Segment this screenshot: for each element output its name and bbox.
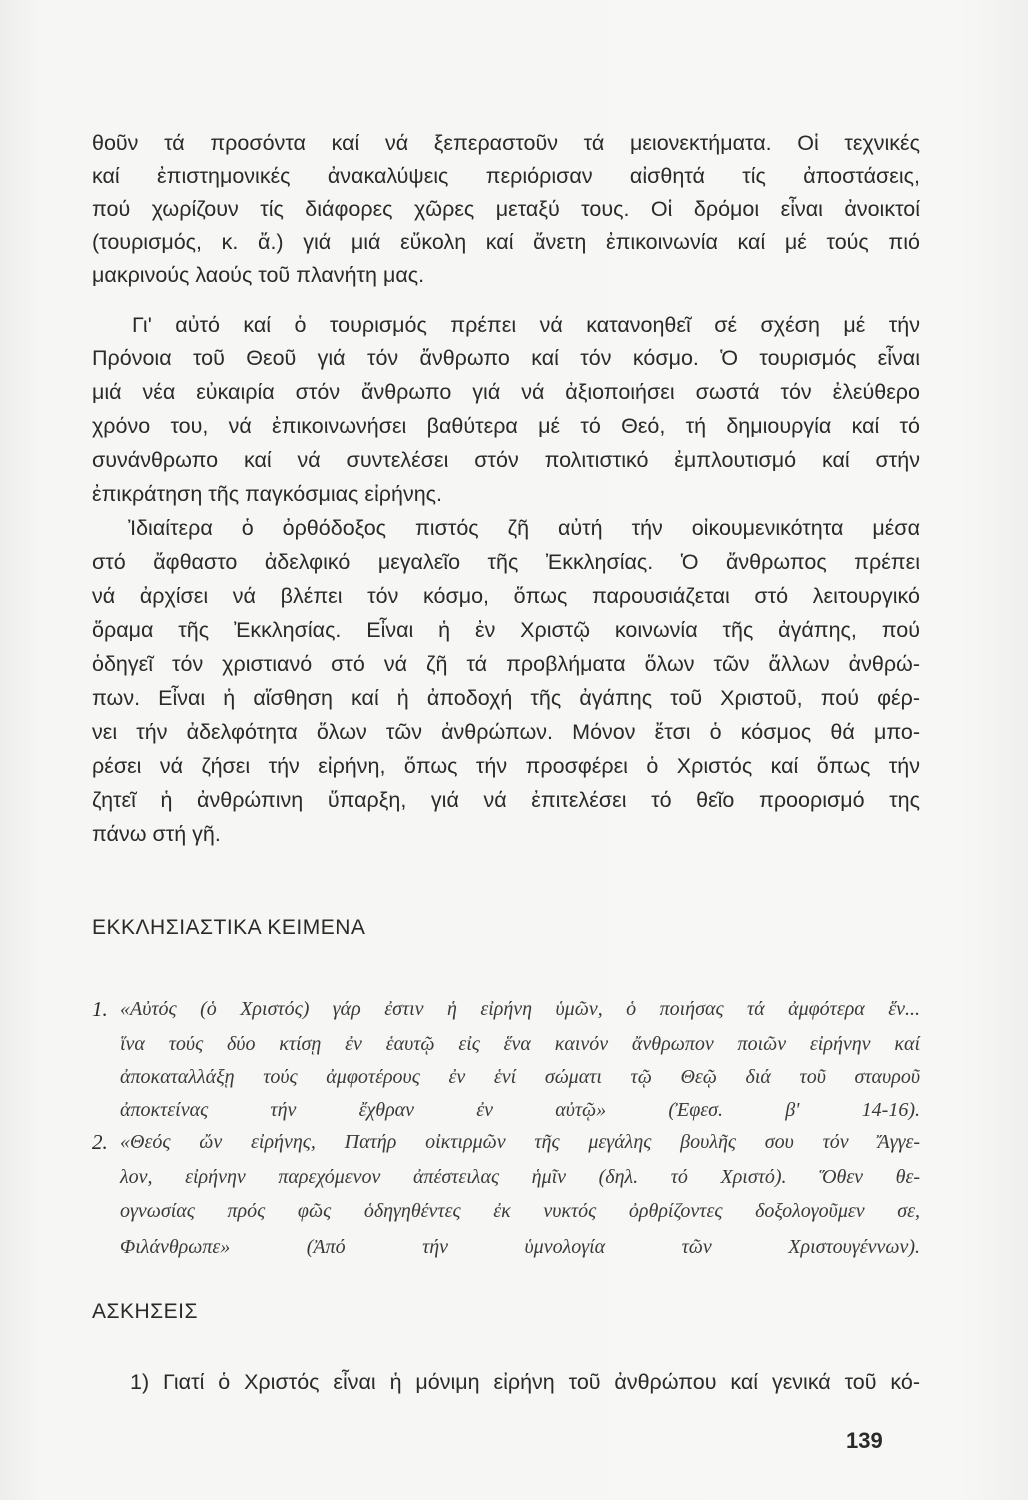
paragraph-3-line-7: νει τήν ἀδελφότητα ὅλων τῶν ἀνθρώπων. Μόνον ἔτσι ὁ κόσμος θά μπο- [92, 720, 920, 744]
quote-1-line-3: ἀποκαταλλάξῃ τούς ἀμφοτέρους ἐν ἑνί σώματι τῷ Θεῷ διά τοῦ σταυροῦ [120, 1066, 920, 1088]
paragraph-2-line-4: χρόνο του, νά ἐπικοινωνήσει βαθύτερα μέ τό Θεό, τή δημιουργία καί τό [92, 414, 920, 438]
quote-2-line-3: ογνωσίας πρός φῶς ὁδηγηθέντες ἐκ νυκτός ὀρθρίζοντες δοξολογοῦμεν σε, [120, 1200, 920, 1222]
quote-2-line-1: «Θεός ὤν εἰρήνης, Πατήρ οἰκτιρμῶν τῆς μεγάλης βουλῆς σου τόν Ἄγγε- [120, 1131, 920, 1153]
paragraph-2-line-3: μιά νέα εὐκαιρία στόν ἄνθρωπο γιά νά ἀξιοποιήσει σωστά τόν ἐλεύθερο [92, 380, 920, 404]
paragraph-1-line-5: μακρινούς λαούς τοῦ πλανήτη μας. [92, 263, 425, 287]
paragraph-2-line-5: συνάνθρωπο καί νά συντελέσει στόν πολιτιστικό ἐμπλουτισμό καί στήν [92, 448, 920, 472]
section-heading-exercises: ΑΣΚΗΣΕΙΣ [92, 1300, 198, 1323]
quote-number: 2. [92, 1130, 108, 1154]
paragraph-1-line-4: (τουρισμός, κ. ἄ.) γιά μιά εὔκολη καί ἄνετη ἐπικοινωνία καί μέ τούς πιό [92, 230, 920, 254]
paragraph-2-line-6: ἐπικράτηση τῆς παγκόσμιας εἰρήνης. [92, 482, 442, 506]
paragraph-3-line-10: πάνω στή γῆ. [92, 822, 221, 846]
paragraph-3-line-9: ζητεῖ ἡ ἀνθρώπινη ὕπαρξη, γιά νά ἐπιτελέσει τό θεῖο προορισμό της [92, 788, 920, 812]
quote-1-line-2: ἵνα τούς δύο κτίσῃ ἐν ἑαυτῷ εἰς ἕνα καινόν ἄνθρωπον ποιῶν εἰρήνην καί [120, 1033, 920, 1055]
page-number: 139 [846, 1428, 883, 1453]
quote-2-line-2: λον, εἰρήνην παρεχόμενον ἀπέστειλας ἡμῖν (δηλ. τό Χριστό). Ὅθεν θε- [120, 1166, 920, 1188]
quote-number: 1. [92, 997, 108, 1021]
section-heading-church-texts: ΕΚΚΛΗΣΙΑΣΤΙΚΑ ΚΕΙΜΕΝΑ [92, 916, 366, 939]
paragraph-3-line-1: Ἰδιαίτερα ὁ ὀρθόδοξος πιστός ζῆ αὐτή τήν οἰκουμενικότητα μέσα [128, 516, 920, 540]
paragraph-3-line-4: ὅραμα τῆς Ἐκκλησίας. Εἶναι ἡ ἐν Χριστῷ κοινωνία τῆς ἀγάπης, πού [92, 618, 920, 642]
quote-1-line-1: «Αὐτός (ὁ Χριστός) γάρ ἐστιν ἡ εἰρήνη ὑμῶν, ὁ ποιήσας τά ἀμφότερα ἕν... [120, 998, 920, 1020]
paragraph-2-line-1: Γι' αὐτό καί ὁ τουρισμός πρέπει νά κατανοηθεῖ σέ σχέση μέ τήν [132, 313, 920, 337]
paragraph-3-line-3: νά ἀρχίσει νά βλέπει τόν κόσμο, ὅπως παρουσιάζεται στό λειτουργικό [92, 584, 920, 608]
paragraph-3-line-2: στό ἄφθαστο ἀδελφικό μεγαλεῖο τῆς Ἐκκλησίας. Ὁ ἄνθρωπος πρέπει [92, 550, 920, 574]
exercise-1: 1) Γιατί ὁ Χριστός εἶναι ἡ μόνιμη εἰρήνη τοῦ ἀνθρώπου καί γενικά τοῦ κό- [130, 1370, 920, 1394]
paragraph-2-line-2: Πρόνοια τοῦ Θεοῦ γιά τόν ἄνθρωπο καί τόν κόσμο. Ὁ τουρισμός εἶναι [92, 346, 920, 370]
paragraph-3-line-8: ρέσει νά ζήσει τήν εἰρήνη, ὅπως τήν προσφέρει ὁ Χριστός καί ὅπως τήν [92, 754, 920, 778]
paragraph-1-line-1: θοῦν τά προσόντα καί νά ξεπεραστοῦν τά μειονεκτήματα. Οἱ τεχνικές [92, 131, 920, 155]
paragraph-3-line-5: ὁδηγεῖ τόν χριστιανό στό νά ζῆ τά προβλήματα ὅλων τῶν ἄλλων ἀνθρώ- [92, 652, 920, 676]
paragraph-1-line-2: καί ἐπιστημονικές ἀνακαλύψεις περιόρισαν αἰσθητά τίς ἀποστάσεις, [92, 164, 920, 188]
paragraph-3-line-6: πων. Εἶναι ἡ αἴσθηση καί ἡ ἀποδοχή τῆς ἀγάπης τοῦ Χριστοῦ, πού φέρ- [92, 686, 920, 710]
quote-2-line-4: Φιλάνθρωπε» (Ἀπό τήν ὑμνολογία τῶν Χριστουγέννων). [120, 1236, 920, 1258]
paragraph-1-line-3: πού χωρίζουν τίς διάφορες χῶρες μεταξύ τους. Οἱ δρόμοι εἶναι ἀνοικτοί [92, 197, 920, 221]
quote-1-line-4: ἀποκτείνας τήν ἔχθραν ἐν αὐτῷ» (Ἐφεσ. β' 14-16). [120, 1099, 920, 1121]
